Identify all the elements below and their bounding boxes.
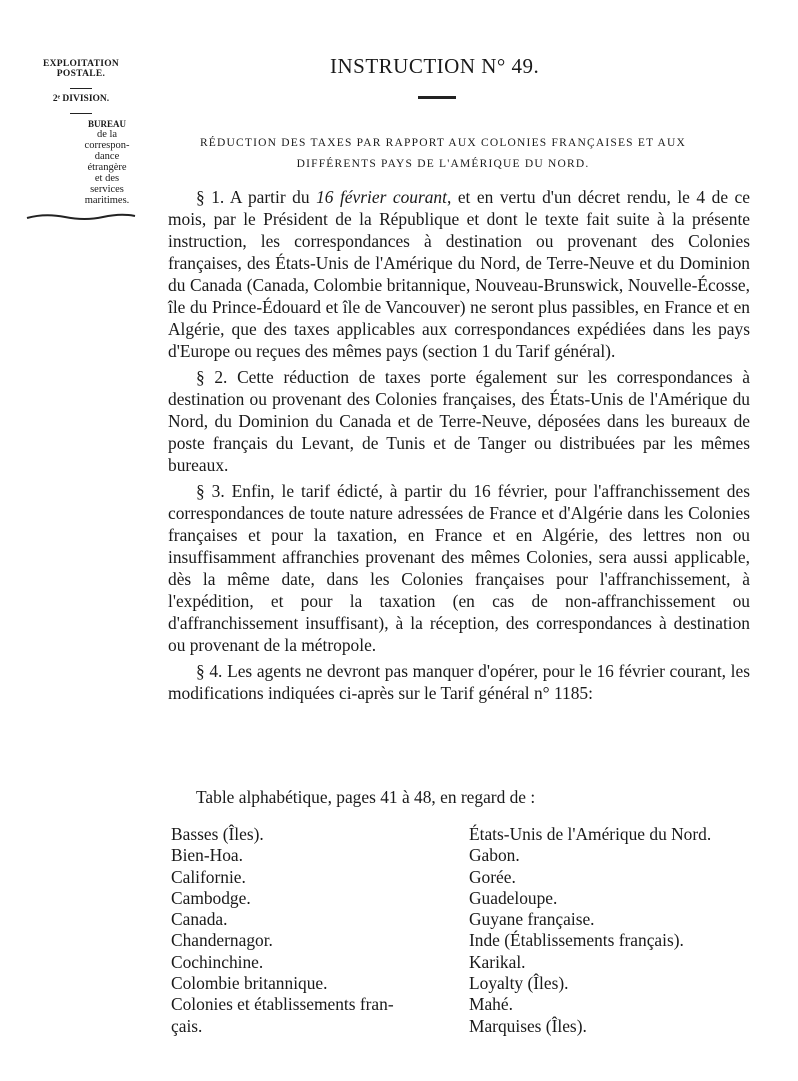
list-item: Inde (Établissements français). xyxy=(469,930,684,951)
list-item: Gabon. xyxy=(469,845,520,866)
paragraph-section-1 xyxy=(168,186,750,362)
bureau-label xyxy=(72,120,142,207)
table-right-column xyxy=(469,824,769,1037)
instruction-title: INSTRUCTION N° 49. xyxy=(330,54,540,78)
paragraph-section-2: § 2. Cette réduction de taxes porte également sur les correspondances à destination ou provenant des Colonies françaises, des États-Unis de l'Amérique du Nord, du Dominion du Canada et de Terre-Neuve, déposées dans les bureaux de poste français du Levant, de Tunis et de Tanger ou distribuées par les mêmes bureaux. xyxy=(168,367,750,475)
division-label: 2ᵉ DIVISION. xyxy=(52,93,110,104)
subtitle-line: RÉDUCTION DES TAXES PAR RAPPORT AUX COLONIES FRANÇAISES ET AUX xyxy=(199,137,687,149)
table-left-column xyxy=(171,824,461,1037)
margin-divider xyxy=(70,113,92,114)
list-item: Marquises (Îles). xyxy=(469,1015,587,1036)
list-item-continuation: çais. xyxy=(171,1015,203,1036)
bureau-label-line: de la xyxy=(96,129,118,141)
section-1-start: § 1. A partir du xyxy=(196,187,317,207)
margin-note xyxy=(22,60,140,227)
instruction-body xyxy=(168,186,750,704)
bureau-label-line: dance xyxy=(94,151,120,163)
department-label-line2: POSTALE. xyxy=(56,68,106,79)
section-1-rest: , et en vertu d'un décret rendu, le 4 de ce mois, par le Président de la République et dont le texte fait suite à la présente instruction, les correspondances à destination ou provenant des Colonies françaises, des États-Unis de l'Amérique du Nord, de Terre-Neuve et du Dominion du Canada (Canada, Colombie britannique, Nouveau-Brunswick, Nouvelle-Écosse, île du Prince-Édouard et île de Vancouver) ne seront plus passibles, en France et en Algérie, que des taxes applicables aux correspondances expédiées dans les pays d'Europe ou reçues des mêmes pays (section 1 du Tarif général). xyxy=(168,187,750,361)
list-item: Californie. xyxy=(171,866,246,887)
swash-ornament xyxy=(25,212,137,222)
list-item: Cambodge. xyxy=(171,887,251,908)
list-item: Canada. xyxy=(171,909,228,930)
list-item: Mahé. xyxy=(469,994,513,1015)
list-item: Gorée. xyxy=(469,866,516,887)
title-rule xyxy=(418,96,456,99)
bureau-label-line: correspon- xyxy=(84,140,130,152)
list-item: Karikal. xyxy=(469,951,526,972)
list-item: Bien-Hoa. xyxy=(171,845,243,866)
list-item: Colonies et établissements fran- xyxy=(171,994,394,1015)
instruction-subtitle xyxy=(150,133,736,175)
table-intro: Table alphabétique, pages 41 à 48, en regard de : xyxy=(196,787,536,807)
paragraph-section-3: § 3. Enfin, le tarif édicté, à partir du 16 février, pour l'affranchissement des correspondances de toute nature adressées de France et d'Algérie dans les Colonies françaises et pour la taxation, en France et en Algérie, des lettres non ou insuffisamment affranchies provenant des mêmes Colonies, sera aussi applicable, dès la même date, dans les Colonies françaises pour l'affranchissement, à l'expédition, et pour la taxation (en cas de non-affranchissement ou d'affranchissement insuffisant), à la réception, des correspondances à destination ou provenant de la métropole. xyxy=(168,481,750,655)
list-item: Basses (Îles). xyxy=(171,824,264,844)
paragraph-section-4: § 4. Les agents ne devront pas manquer d'opérer, pour le 16 février courant, les modifications indiquées ci-après sur le Tarif général n° 1185: xyxy=(168,661,750,703)
margin-divider xyxy=(70,88,92,89)
section-1-date: 16 février courant xyxy=(316,187,447,207)
subtitle-line: DIFFÉRENTS PAYS DE L'AMÉRIQUE DU NORD. xyxy=(296,158,590,170)
list-item: Loyalty (Îles). xyxy=(469,973,569,994)
list-item: Guadeloupe. xyxy=(469,887,558,908)
bureau-label-line: étrangère xyxy=(87,162,127,174)
list-item: Guyane française. xyxy=(469,909,595,930)
bureau-label-line: services xyxy=(90,184,124,196)
list-item: Colombie britannique. xyxy=(171,973,328,994)
list-item: Chandernagor. xyxy=(171,930,273,951)
list-item: États-Unis de l'Amérique du Nord. xyxy=(469,824,712,844)
department-label-line1: EXPLOITATION xyxy=(42,59,120,69)
bureau-label-line: et des xyxy=(94,173,120,185)
bureau-label-line: BUREAU xyxy=(87,118,126,129)
list-item: Cochinchine. xyxy=(171,951,264,972)
bureau-label-line: maritimes. xyxy=(84,195,130,207)
